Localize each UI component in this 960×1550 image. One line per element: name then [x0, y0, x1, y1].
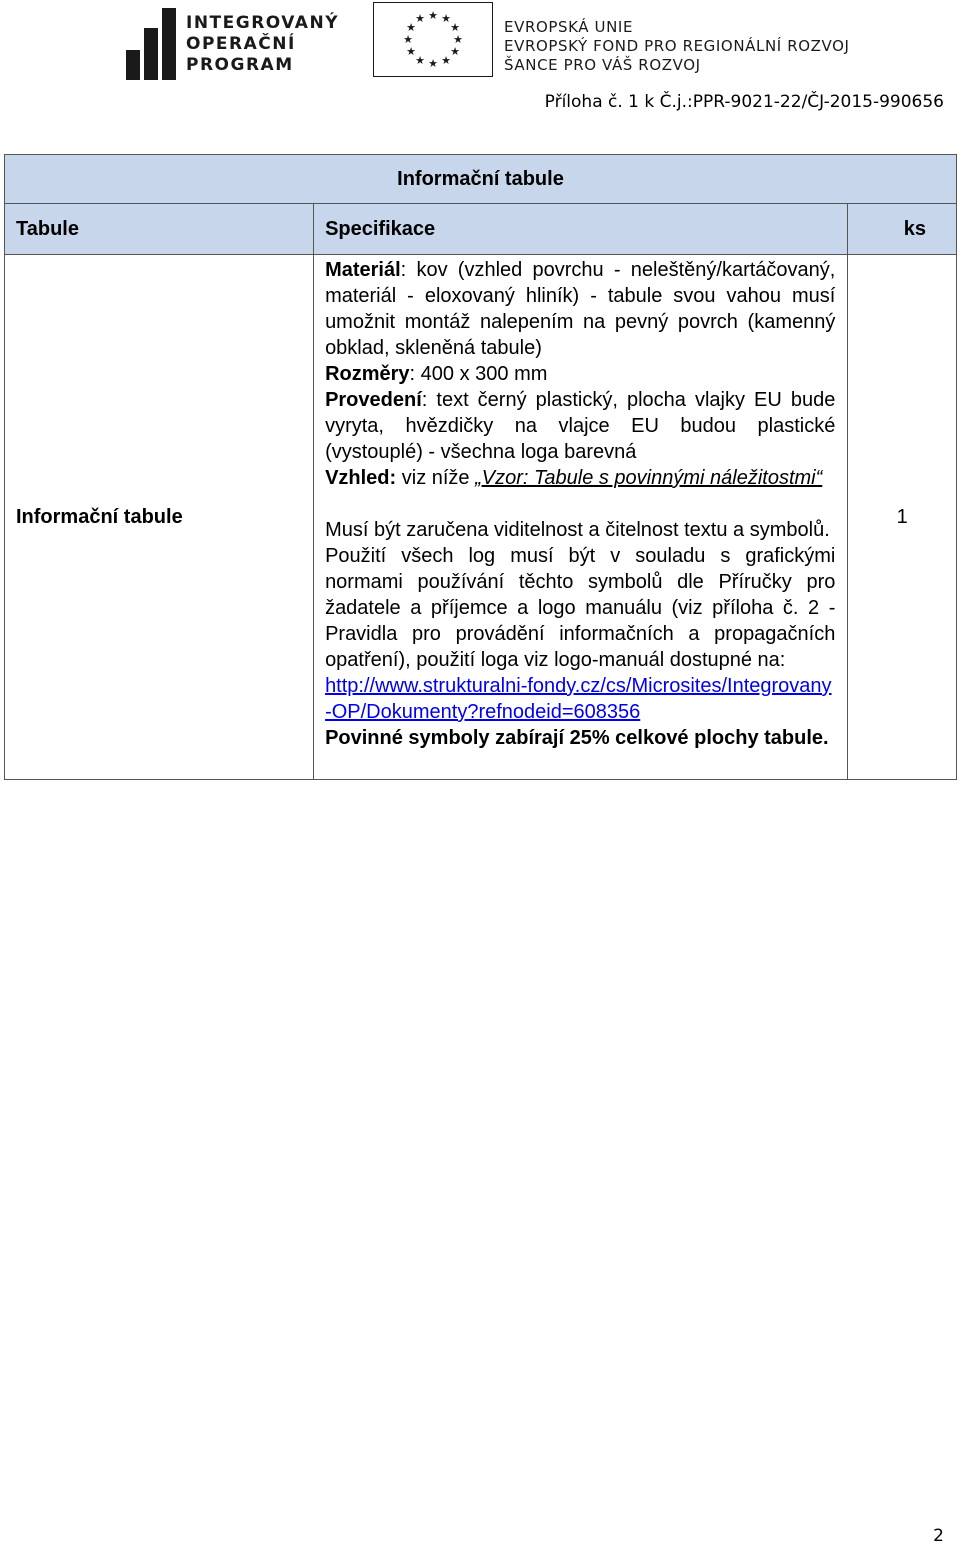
- svg-text:★: ★: [415, 54, 425, 67]
- iop-logo: [126, 4, 339, 80]
- paragraph-gap: [325, 491, 835, 517]
- column-header-ks: ks: [848, 204, 957, 255]
- usage-paragraph: Použití všech log musí být v souladu s grafickými normami používání těchto symbolů dle Příručky pro žadatele a příjemce a logo manuálu (viz příloha č. 2 - Pravidla pro provádění informačních a propagačních opatření), použití loga viz logo-manuál dostupné na:: [325, 545, 836, 671]
- eu-logo-text: EVROPSKÁ UNIE EVROPSKÝ FOND PRO REGIONÁLNÍ ROZVOJ ŠANCE PRO VÁŠ ROZVOJ: [504, 18, 850, 74]
- iop-logo-text: INTEGROVANÝ OPERAČNÍ PROGRAM: [186, 13, 339, 75]
- execution-paragraph: [325, 387, 835, 465]
- column-header-tabule: Tabule: [5, 204, 314, 255]
- dimensions-paragraph: [325, 361, 835, 387]
- document-reference: Příloha č. 1 k Č.j.:PPR-9021-22/ČJ-2015-990656: [544, 92, 944, 112]
- eu-flag-icon: [373, 2, 493, 77]
- dimensions-text: : 400 x 300 mm: [409, 363, 548, 385]
- appearance-label: Vzhled:: [325, 467, 397, 489]
- svg-text:★: ★: [453, 33, 463, 46]
- appearance-paragraph: [325, 465, 835, 491]
- final-paragraph: Povinné symboly zabírají 25% celkové plochy tabule.: [325, 727, 829, 749]
- specification-table: [4, 154, 957, 780]
- template-reference-link[interactable]: „Vzor: Tabule s povinnými náležitostmi“: [475, 467, 823, 489]
- svg-text:★: ★: [403, 33, 413, 46]
- logo-manual-link[interactable]: http://www.strukturalni-fondy.cz/cs/Microsites/Integrovany-OP/Dokumenty?refnodeid=608356: [325, 675, 832, 723]
- table-title: Informační tabule: [5, 155, 957, 204]
- svg-text:★: ★: [450, 21, 460, 34]
- material-paragraph: [325, 257, 835, 361]
- iop-logo-bars-icon: [126, 8, 176, 80]
- appearance-text: viz níže: [396, 467, 476, 489]
- table-row: [5, 255, 957, 780]
- url-paragraph: [325, 673, 835, 725]
- column-header-specifikace: Specifikace: [314, 204, 848, 255]
- svg-text:★: ★: [406, 45, 416, 58]
- material-text: : kov (vzhled povrchu - neleštěný/kartáčovaný, materiál - eloxovaný hliník) - tabule svou vahou musí umožnit montáž nalepením na pevný povrch (kamenný obklad, skleněná tabule): [325, 259, 836, 359]
- svg-text:★: ★: [441, 12, 451, 25]
- dimensions-label: Rozměry: [325, 363, 410, 385]
- svg-text:★: ★: [428, 9, 438, 22]
- quantity-cell: 1: [848, 255, 957, 780]
- row-label: Informační tabule: [5, 255, 314, 780]
- visibility-paragraph: Musí být zaručena viditelnost a čitelnost textu a symbolů.: [325, 519, 830, 541]
- material-label: Materiál: [325, 259, 401, 281]
- svg-text:★: ★: [415, 12, 425, 25]
- svg-text:★: ★: [441, 54, 451, 67]
- execution-text: : text černý plastický, plocha vlajky EU bude vyryta, hvězdičky na vlajce EU budou plastické (vystouplé) - všechna loga barevná: [325, 389, 836, 463]
- svg-text:★: ★: [406, 21, 416, 34]
- page-number: 2: [933, 1526, 944, 1546]
- execution-label: Provedení: [325, 389, 422, 411]
- svg-text:★: ★: [450, 45, 460, 58]
- svg-text:★: ★: [428, 57, 438, 70]
- specification-cell: [314, 255, 848, 780]
